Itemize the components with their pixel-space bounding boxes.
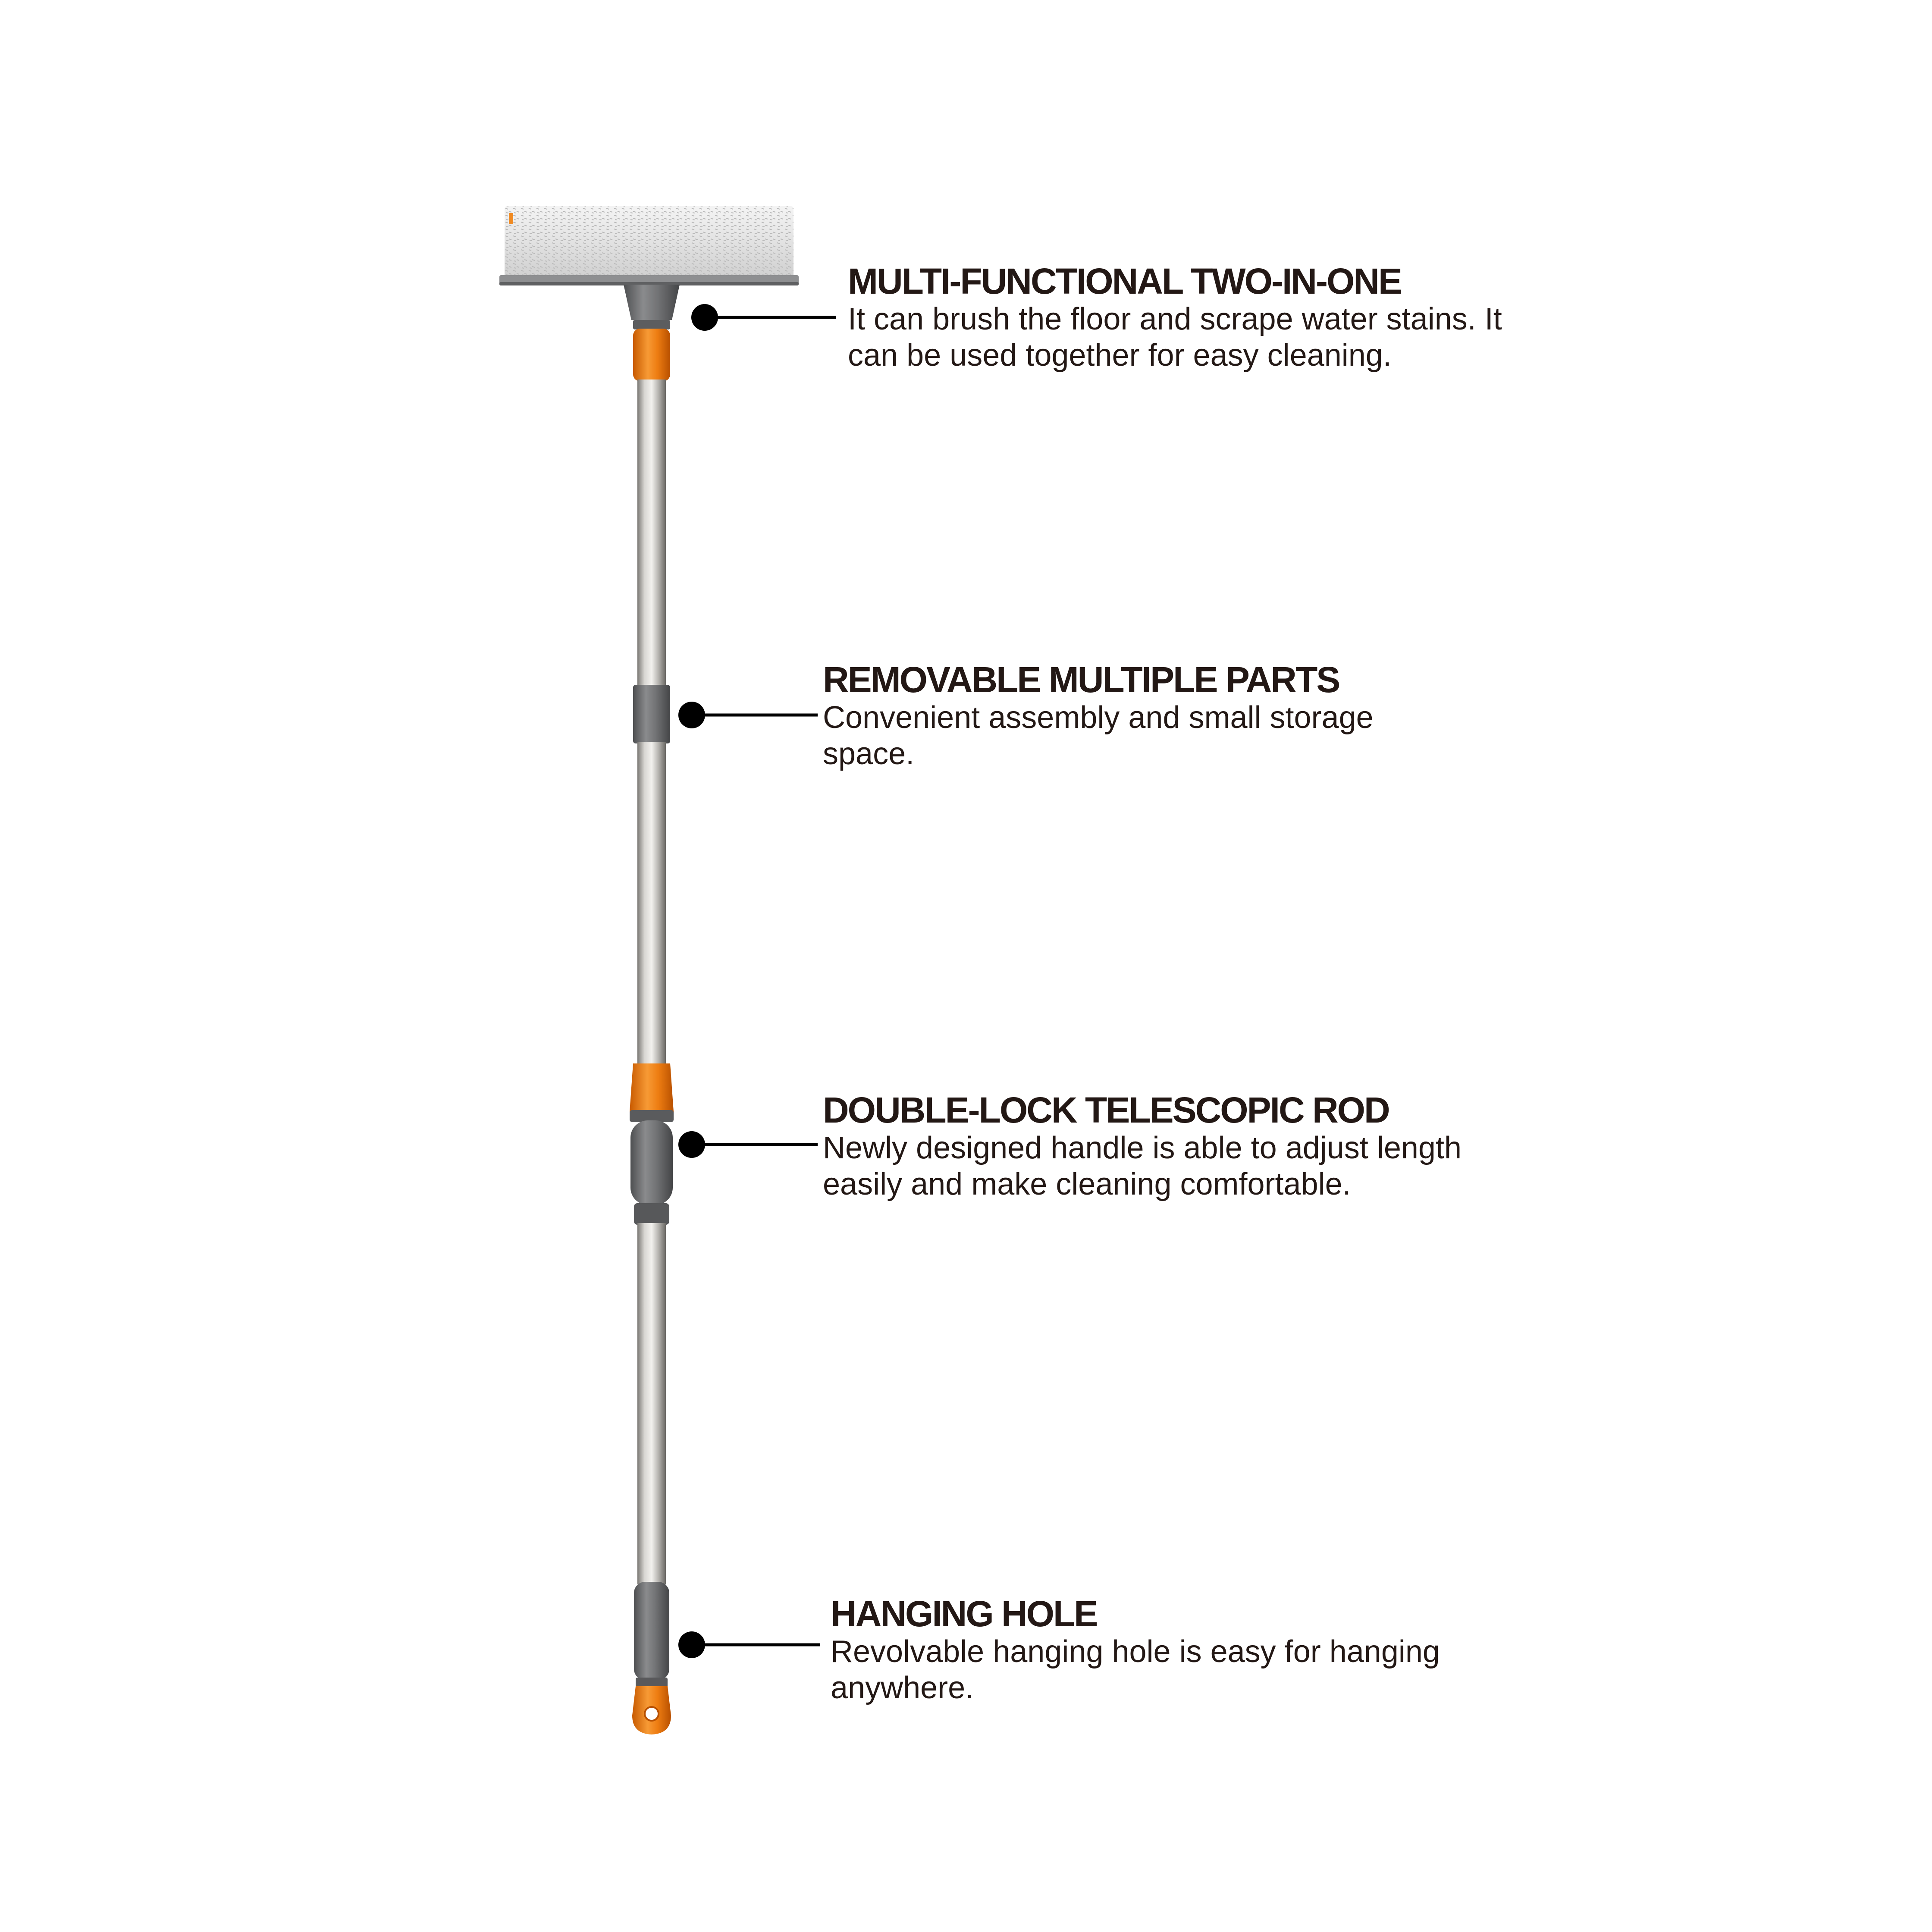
feature-title: REMOVABLE MULTIPLE PARTS [823,659,1339,700]
telescopic-lock [630,1063,674,1225]
callout-1 [691,304,836,331]
upper-pole [637,380,666,687]
middle-pole [637,742,666,1066]
lower-pole [637,1223,666,1584]
feature-removable-parts [823,659,1427,772]
feature-title: DOUBLE-LOCK TELESCOPIC ROD [823,1090,1389,1130]
hanging-hole [632,1686,671,1734]
feature-multi-functional [848,260,1546,373]
feature-title: HANGING HOLE [831,1593,1097,1634]
feature-description: It can brush the floor and scrape water stains. It can be used together for easy cleaning. [848,302,1502,373]
feature-description: Newly designed handle is able to adjust length easily and make cleaning comfortable. [823,1131,1462,1201]
feature-hanging-hole [831,1593,1477,1706]
brush-neck [624,285,680,381]
feature-description: Convenient assembly and small storage space. [823,700,1374,771]
callout-4 [678,1631,820,1658]
feature-title: MULTI-FUNCTIONAL TWO-IN-ONE [848,261,1401,301]
feature-telescopic-rod [823,1089,1470,1202]
pole-joint [633,685,670,743]
brush-head [499,206,799,285]
bottom-grip [634,1582,669,1688]
callout-3 [678,1131,818,1158]
callout-2 [678,702,818,728]
feature-description: Revolvable hanging hole is easy for hanging anywhere. [831,1634,1440,1705]
